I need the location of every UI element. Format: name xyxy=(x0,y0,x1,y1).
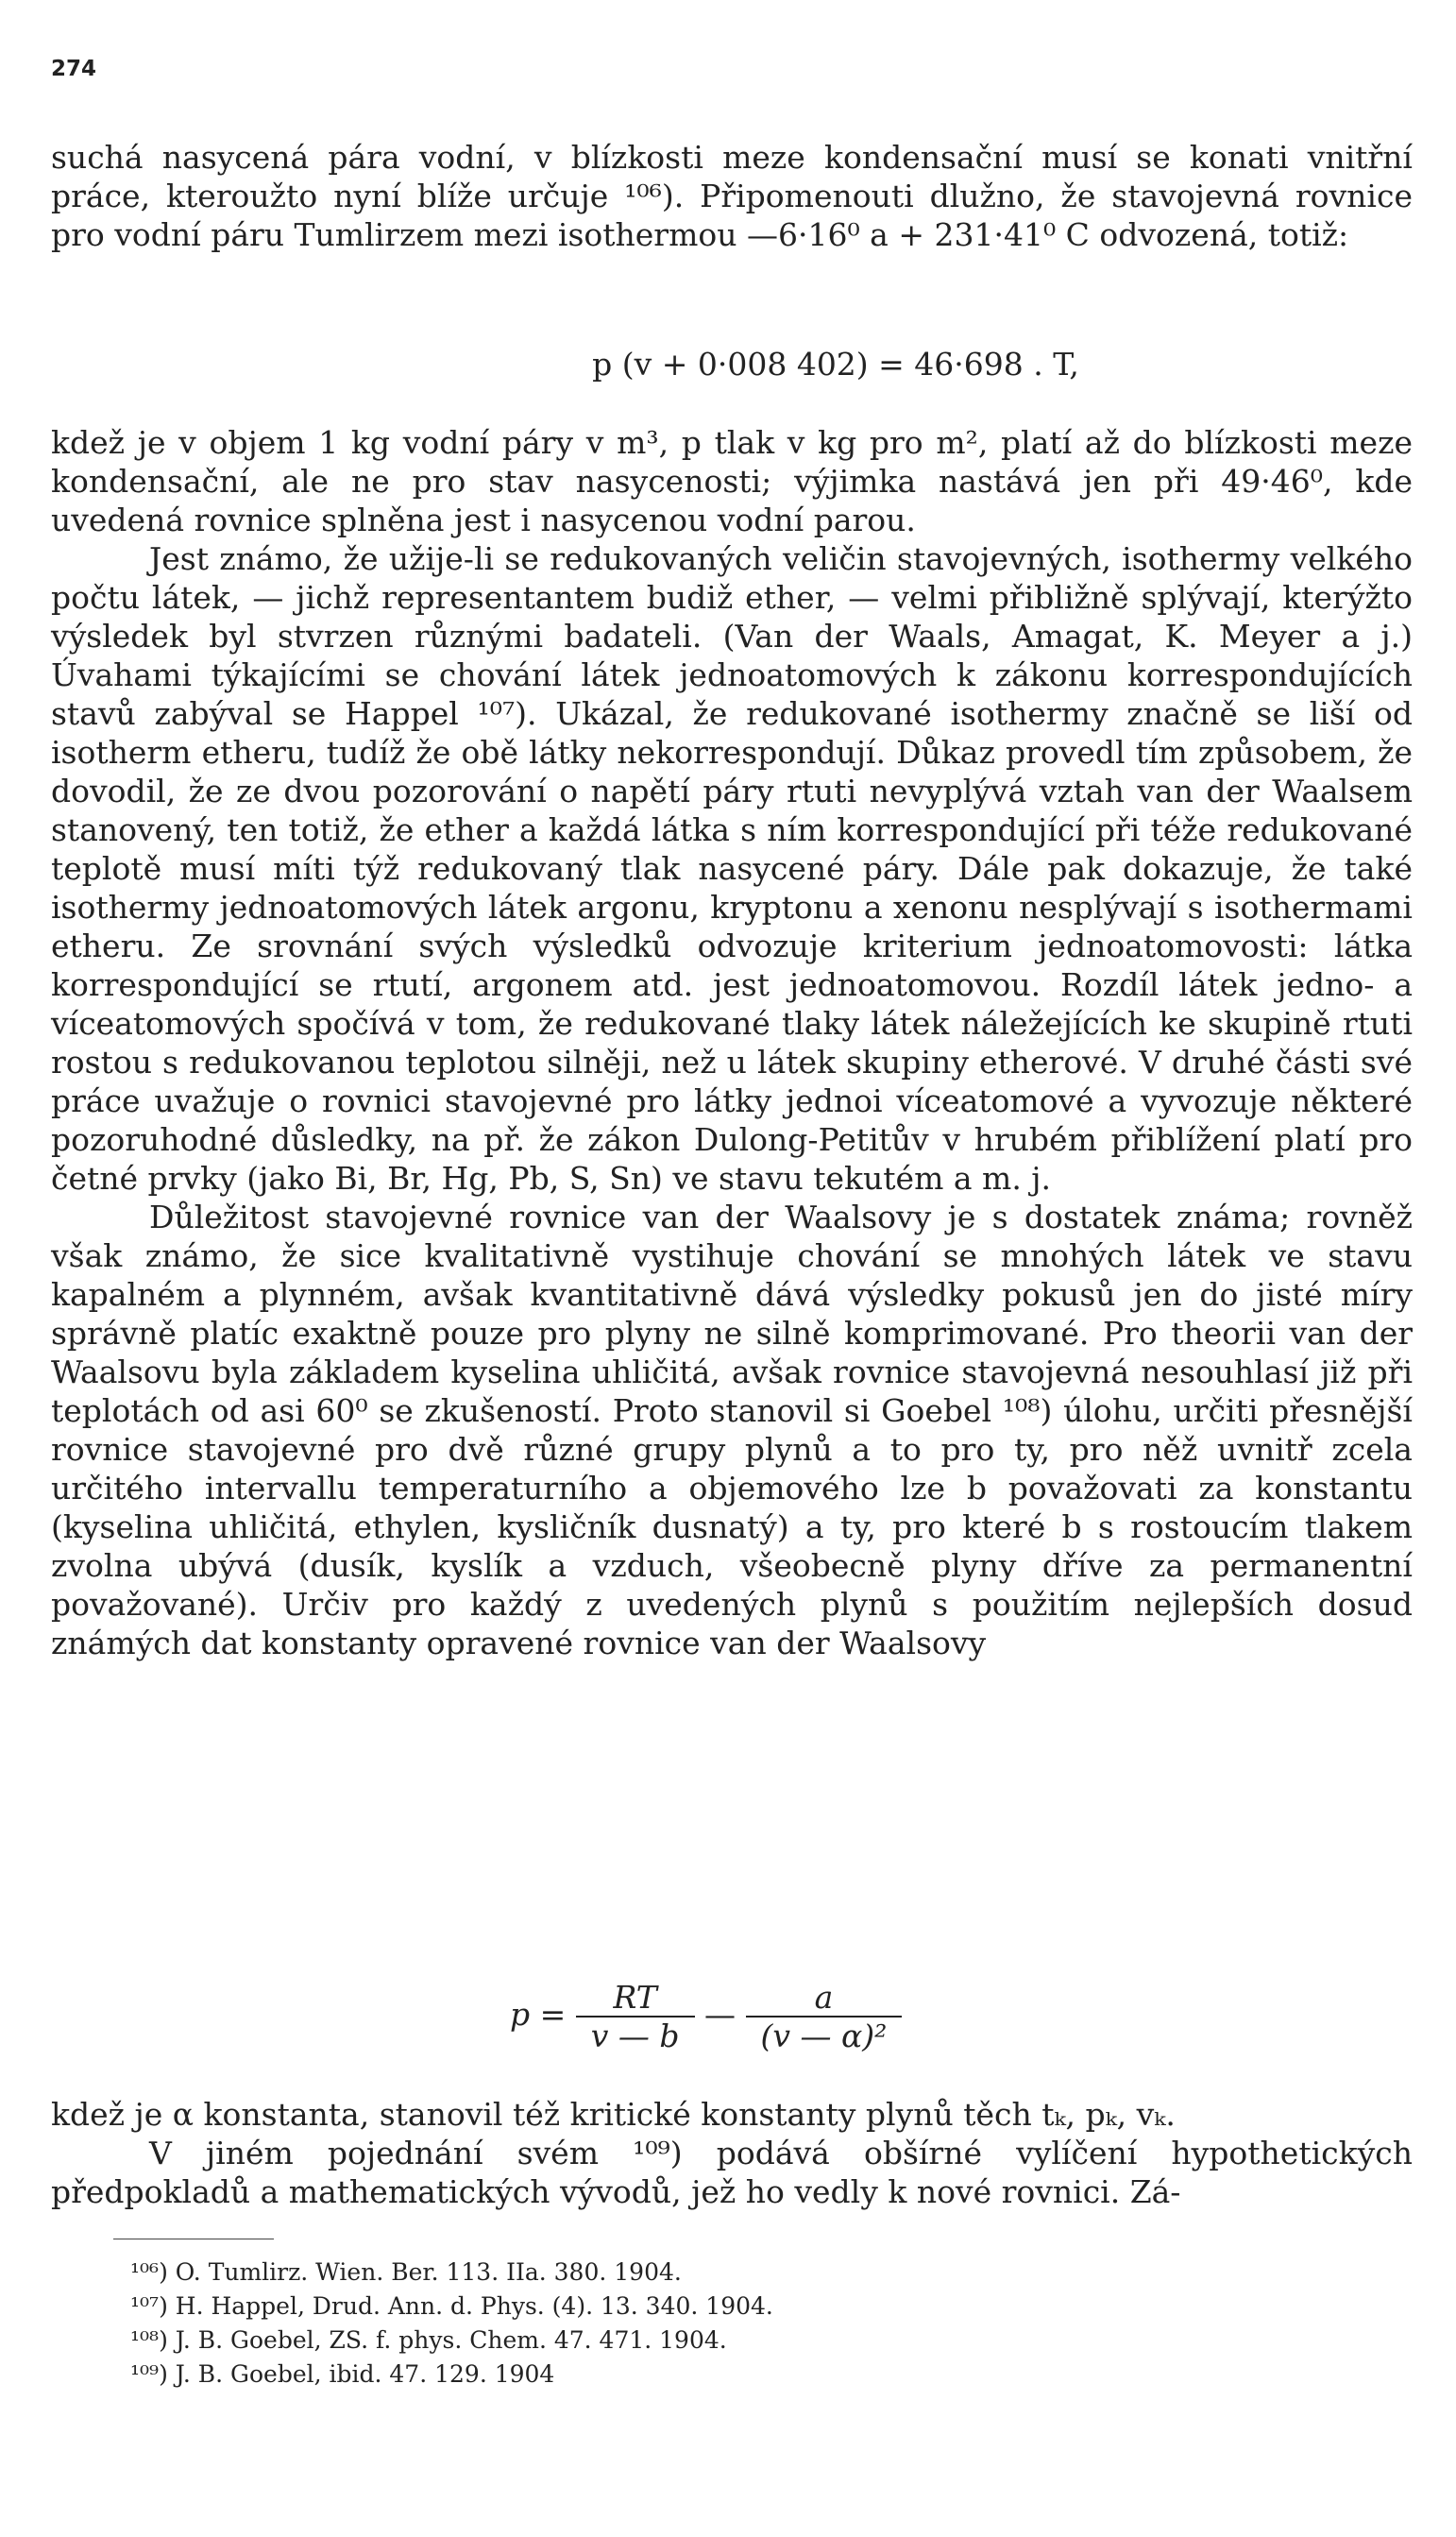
fraction-2: $\frac{a}{\text{(v — α)²}}$ xyxy=(746,1979,903,2054)
footnotes xyxy=(130,2256,773,2392)
page-number: 274 xyxy=(51,57,97,81)
paragraph-6: V jiném pojednání svém ¹⁰⁹) podává obšírné vylíčení hypothetických předpokladů a mathematických vývodů, jež ho vedly k nové rovnici. Zá- xyxy=(51,2135,1413,2210)
equation-tumlirz: p (v + 0·008 402) = 46·698 . T, xyxy=(592,346,1079,383)
footnote-107: ¹⁰⁷) H. Happel, Drud. Ann. d. Phys. (4). 13. 340. 1904. xyxy=(130,2292,773,2320)
paragraph-2: kdež je v objem 1 kg vodní páry v m³, p tlak v kg pro m², platí až do blízkosti meze kondensační, ale ne pro stav nasycenosti; výjimka nastává jen při 49·46⁰, kde uvedená rovnice splněna jest i nasycenou vodní parou. xyxy=(51,424,1413,538)
footnote-109: ¹⁰⁹) J. B. Goebel, ibid. 47. 129. 1904 xyxy=(130,2360,555,2388)
body-text-top xyxy=(51,138,1413,254)
paragraph-5: kdež je α konstanta, stanovil též kritické konstanty plynů těch tₖ, pₖ, vₖ. xyxy=(51,2096,1176,2133)
footnote-108: ¹⁰⁸) J. B. Goebel, ZS. f. phys. Chem. 47. 471. 1904. xyxy=(130,2326,727,2354)
footnote-106: ¹⁰⁶) O. Tumlirz. Wien. Ber. 113. IIa. 380. 1904. xyxy=(130,2258,682,2286)
paragraph-4: Důležitost stavojevné rovnice van der Waalsovy je s dostatek známa; rovněž však známo, že sice kvalitativně vystihuje chování se mnohých látek ve stavu kapalném a plynném, avšak kvantitativně dává výsledky pokusů jen do jisté míry správně platíc exaktně pouze pro plyny ne silně komprimované. Pro theorii van der Waalsovu byla základem kyselina uhličitá, avšak rovnice stavojevná nesouhlasí již při teplotách od asi 60⁰ se zkušeností. Proto stanovil si Goebel ¹⁰⁸) úlohu, určiti přesnější rovnice stavojevné pro dvě různé grupy plynů a to pro ty, pro něž uvnitř zcela určitého intervallu temperaturního a objemového lze b považovati za konstantu (kyselina uhličitá, ethylen, kysličník dusnatý) a ty, pro které b s rostoucím tlakem zvolna ubývá (dusík, kyslík a vzduch, všeobecně plyny dříve za permanentní považované). Určiv pro každý z uvedených plynů s použitím nejlepších dosud známých dat konstanty opravené rovnice van der Waalsovy xyxy=(51,1199,1413,1661)
body-text-main xyxy=(51,423,1413,1662)
equation-lhs: p = xyxy=(510,1996,567,2033)
paragraph-3: Jest známo, že užije-li se redukovaných veličin stavojevných, isothermy velkého počtu látek, — jichž representantem budiž ether, — velmi přibližně splývají, kterýžto výsledek byl stvrzen různými badateli. (Van der Waals, Amagat, K. Meyer a j.) Úvahami týkajícími se chování látek jednoatomových k zákonu korrespondujících stavů zabýval se Happel ¹⁰⁷). Ukázal, že redukované isothermy značně se liší od isotherm etheru, tudíž že obě látky nekorrespondují. Důkaz provedl tím způsobem, že dovodil, že ze dvou pozorování o napětí páry rtuti nevyplývá vztah van der Waalsem stanovený, ten totiž, že ether a každá látka s ním korrespondující při téže redukované teplotě musí míti týž redukovaný tlak nasycené páry. Dále pak dokazuje, že také isothermy jednoatomových látek argonu, kryptonu a xenonu nesplývají s isothermami etheru. Ze srovnání svých výsledků odvozuje kriterium jednoatomovosti: látka korrespondující se rtutí, argonem atd. jest jednoatomovou. Rozdíl látek jedno- a víceatomových spočívá v tom, že redukované tlaky látek náležejících ke skupině rtuti rostou s redukovanou teplotou silněji, než u látek skupiny etherové. V druhé části své práce uvažuje o rovnici stavojevné pro látky jednoi víceatomové a vyvozuje některé pozoruhodné důsledky, na př. že zákon Dulong-Petitův v hrubém přiblížení platí pro četné prvky (jako Bi, Br, Hg, Pb, S, Sn) ve stavu tekutém a m. j. xyxy=(51,540,1413,1197)
equation-minus: — xyxy=(704,1996,736,2033)
body-text-bottom xyxy=(51,2095,1413,2211)
paragraph-1: suchá nasycená pára vodní, v blízkosti meze kondensační musí se konati vnitřní práce, kteroužto nyní blíže určuje ¹⁰⁶). Připomenouti dlužno, že stavojevná rovnice pro vodní páru Tumlirzem mezi isothermou —6·16⁰ a + 231·41⁰ C odvozená, totiž: xyxy=(51,139,1413,253)
fraction-1: $\frac{RT}{v — b}$ xyxy=(576,1979,695,2054)
equation-goebel xyxy=(510,1979,902,2054)
